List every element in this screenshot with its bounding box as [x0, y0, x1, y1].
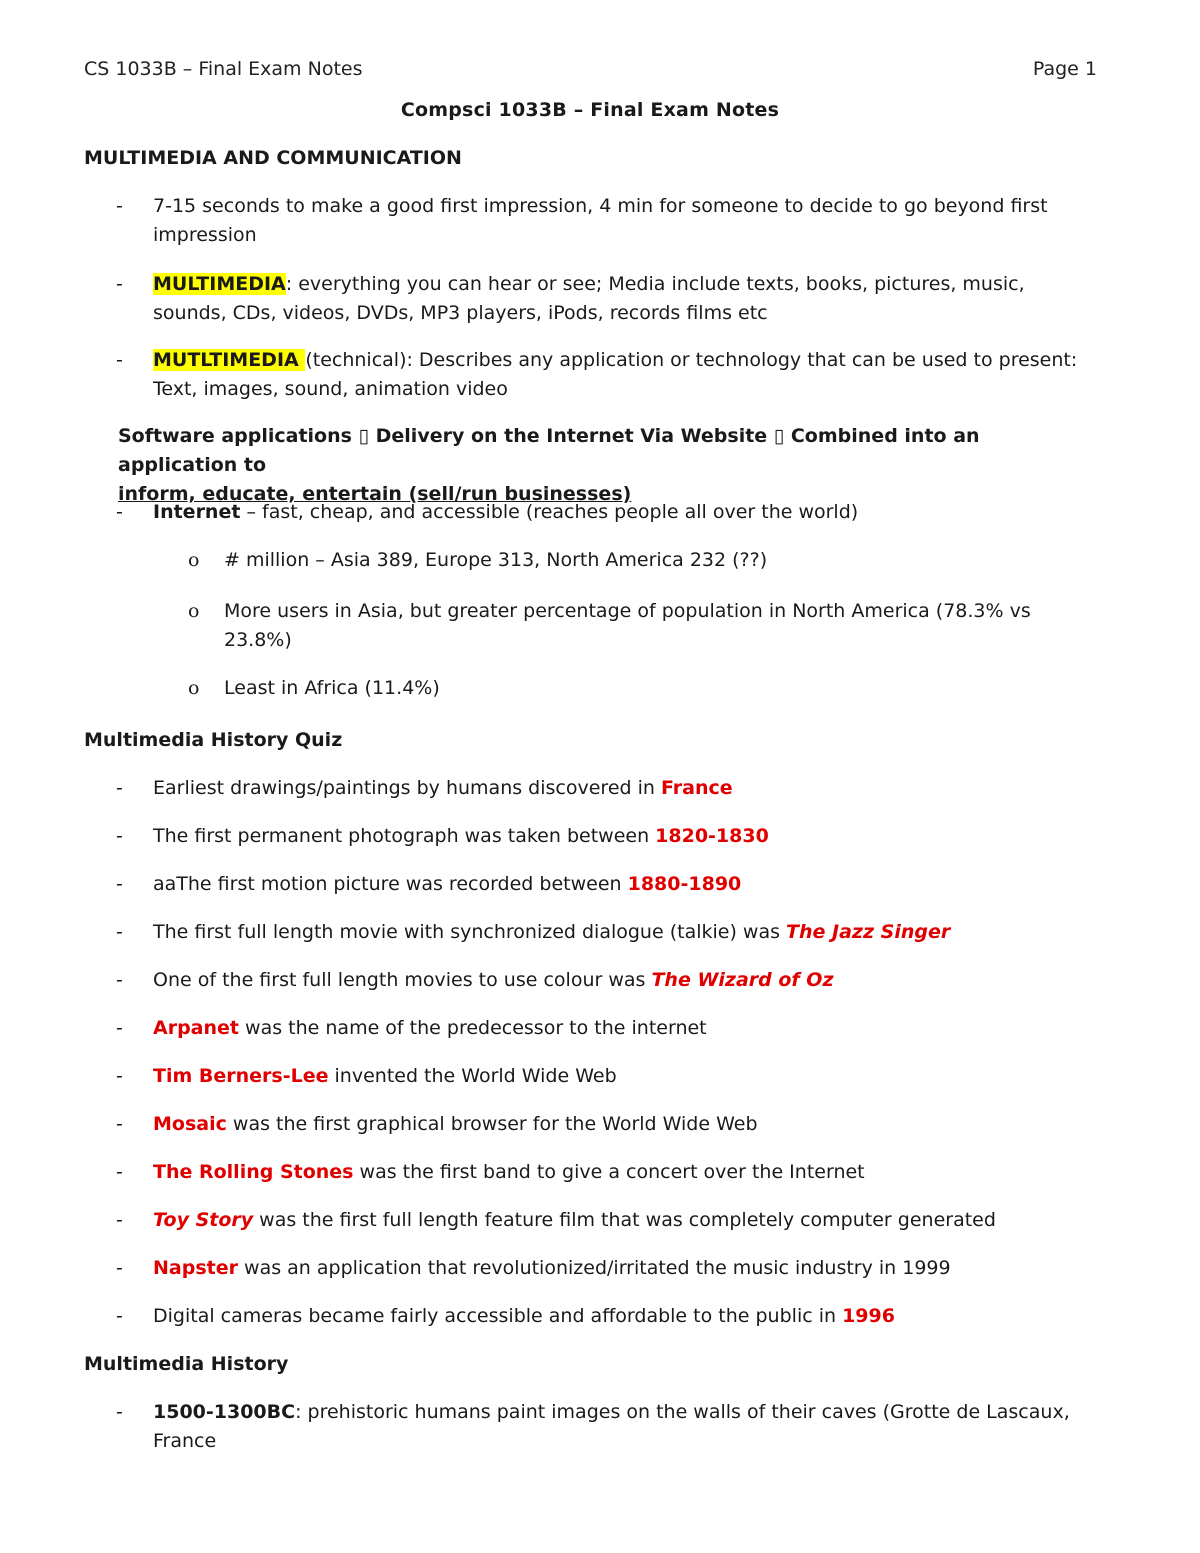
list-item-text: : everything you can hear or see; Media include texts, books, pictures, music, sounds, CDs, videos, DVDs, MP3 players, iPods, records films etc [153, 273, 1025, 324]
header-course: CS 1033B – Final Exam Notes [84, 58, 363, 80]
list-item [153, 1206, 1093, 1235]
list-item [153, 822, 1093, 851]
sub-bullet: o [188, 677, 200, 699]
sub-list-item: # million – Asia 389, Europe 313, North America 232 (??) [224, 549, 768, 571]
answer-text: France [660, 777, 733, 799]
answer-text: Toy Story [153, 1209, 254, 1231]
bullet-dash: - [116, 501, 123, 523]
list-item-text: invented the World Wide Web [328, 1065, 617, 1087]
answer-text: The Rolling Stones [153, 1161, 354, 1183]
list-item-text: was the first graphical browser for the World Wide Web [226, 1113, 758, 1135]
section-heading-history-quiz: Multimedia History Quiz [84, 729, 343, 751]
answer-text: Napster [153, 1257, 238, 1279]
list-item [153, 1110, 1093, 1139]
list-item [153, 870, 1093, 899]
bullet-dash: - [116, 1065, 123, 1087]
list-item [153, 1254, 1093, 1283]
list-item-text: One of the first full length movies to use colour was [153, 969, 652, 991]
list-item [153, 1062, 1093, 1091]
sub-list-item: Least in Africa (11.4%) [224, 677, 440, 699]
bullet-dash: - [116, 825, 123, 847]
list-item [153, 966, 1093, 995]
bullet-dash: - [116, 273, 123, 295]
list-item [153, 270, 1093, 328]
list-item [153, 918, 1093, 947]
answer-text: The Jazz Singer [786, 921, 951, 943]
answer-text: 1880-1890 [627, 873, 742, 895]
sub-bullet: o [188, 600, 200, 622]
statement-line-underlined: inform, educate, entertain (sell/run businesses) [118, 483, 632, 505]
list-item-text: Earliest drawings/paintings by humans discovered in [153, 777, 661, 799]
list-item-text: (technical): Describes any application or technology that can be used to present: Text, images, sound, animation video [153, 349, 1078, 400]
software-applications-statement [118, 422, 1098, 509]
sub-bullet: o [188, 549, 200, 571]
answer-text: 1820-1830 [655, 825, 769, 847]
section-heading-multimedia-history: Multimedia History [84, 1353, 289, 1375]
bold-term: Internet [153, 501, 241, 523]
bullet-dash: - [116, 1209, 123, 1231]
answer-text: Arpanet [153, 1017, 239, 1039]
bullet-dash: - [116, 349, 123, 371]
list-item-text: – fast, cheap, and accessible (reaches people all over the world) [240, 501, 859, 523]
list-item [153, 1302, 1093, 1331]
sub-list-item: More users in Asia, but greater percentage of population in North America (78.3% vs 23.8%) [224, 600, 1031, 651]
bullet-dash: - [116, 969, 123, 991]
answer-text: The Wizard of Oz [651, 969, 834, 991]
answer-text: Mosaic [153, 1113, 227, 1135]
answer-text: 1996 [842, 1305, 895, 1327]
list-item [153, 1158, 1093, 1187]
highlighted-term: MULTIMEDIA [153, 273, 286, 295]
highlighted-term: MUTLTIMEDIA [153, 349, 306, 371]
bullet-dash: - [116, 1257, 123, 1279]
document-title: Compsci 1033B – Final Exam Notes [400, 99, 780, 121]
list-item-text: was the first full length feature film that was completely computer generated [253, 1209, 996, 1231]
list-item [153, 346, 1093, 404]
list-item [153, 1398, 1093, 1456]
list-item: 7-15 seconds to make a good first impression, 4 min for someone to decide to go beyond first impression [153, 195, 1048, 246]
list-item-text: The first permanent photograph was taken between [153, 825, 656, 847]
bullet-dash: - [116, 873, 123, 895]
bullet-dash: - [116, 777, 123, 799]
bullet-dash: - [116, 921, 123, 943]
section-heading-multimedia-communication: MULTIMEDIA AND COMMUNICATION [84, 147, 462, 169]
bullet-dash: - [116, 195, 123, 217]
list-item [153, 1014, 1093, 1043]
bullet-dash: - [116, 1113, 123, 1135]
list-item-text: Digital cameras became fairly accessible and affordable to the public in [153, 1305, 843, 1327]
statement-line: Software applications ▯ Delivery on the Internet Via Website ▯ Combined into an application to [118, 425, 980, 476]
list-item-text: was the first band to give a concert over the Internet [353, 1161, 865, 1183]
bullet-dash: - [116, 1161, 123, 1183]
list-item-text: was the name of the predecessor to the internet [239, 1017, 707, 1039]
list-item [153, 774, 1093, 803]
header-page-number: Page 1 [1032, 58, 1097, 80]
bullet-dash: - [116, 1305, 123, 1327]
list-item-text: was an application that revolutionized/irritated the music industry in 1999 [237, 1257, 951, 1279]
list-item-text: : prehistoric humans paint images on the walls of their caves (Grotte de Lascaux, France [153, 1401, 1070, 1452]
bullet-dash: - [116, 1401, 123, 1423]
answer-text: Tim Berners-Lee [153, 1065, 329, 1087]
bullet-dash: - [116, 1017, 123, 1039]
bold-term: 1500-1300BC [153, 1401, 296, 1423]
list-item [153, 498, 1093, 527]
list-item-text: aaThe first motion picture was recorded between [153, 873, 628, 895]
list-item-text: The first full length movie with synchronized dialogue (talkie) was [153, 921, 787, 943]
